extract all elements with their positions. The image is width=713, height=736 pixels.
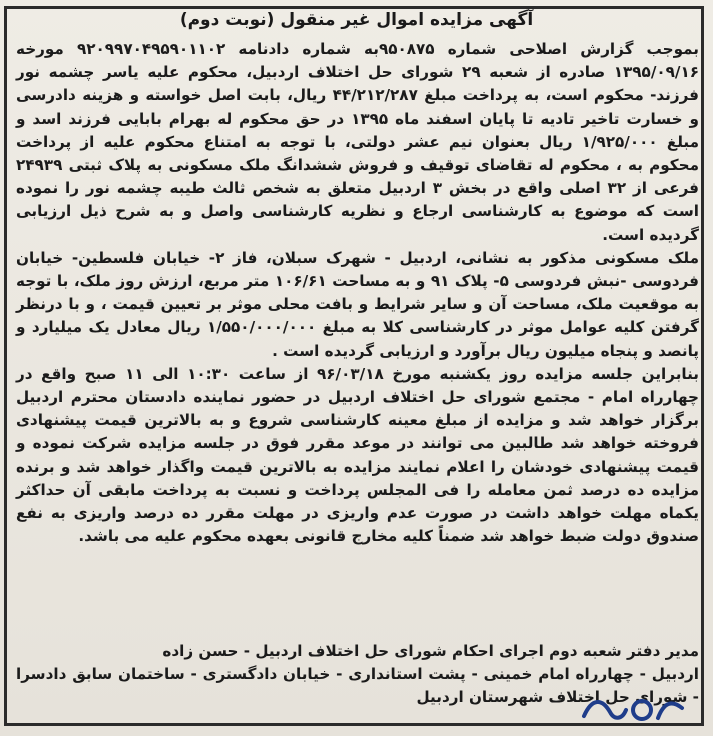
notice-body	[16, 38, 699, 548]
paragraph-3: بنابراین جلسه مزایده روز یکشنبه مورخ ۹۶/۰۳/۱۸ از ساعت ۱۰:۳۰ الی ۱۱ صبح واقع در چهارراه امام - مجتمع شورای حل اختلاف اردبیل در حضور نماینده دادستان محترم اردبیل برگزار خواهد شد و مزایده از مبلغ معینه کارشناسی شروع و به بالاترین قیمت پیشنهادی فروخته خواهد شد طالبین می توانند در موعد مقرر فوق در جلسه مزایده شرکت نموده و قیمت پیشنهادی خودشان را اعلام نمایند مزایده به بالاترین قیمت واگذار خواهد شد و برنده مزایده ده درصد ثمن معامله را فی المجلس پرداخت و نسبت به پرداخت مابقی آن حداکثر یکماه مهلت خواهد داشت در صورت عدم واریزی در مهلت مقرر ده درصد واریزی به نفع صندوق دولت ضبط خواهد شد ضمناً کلیه مخارج قانونی بعهده محکوم علیه می باشد.	[16, 364, 699, 546]
handwritten-stamp-mark	[574, 690, 694, 726]
paragraph-1: بموجب گزارش اصلاحی شماره ۹۵۰۸۷۵به شماره دادنامه ۹۲۰۹۹۷۰۴۹۵۹۰۱۱۰۲ مورخه ۱۳۹۵/۰۹/۱۶ صادره از شعبه ۲۹ شورای حل اختلاف اردبیل، محکوم علیه یاسر چشمه نور فرزند- محکوم است، به پرداخت مبلغ ۴۴/۲۱۲/۲۸۷ ریال، بابت اصل خواسته و هزینه دادرسی و خسارت تاخیر تادیه تا پایان اسفند ماه ۱۳۹۵ در حق محکوم له بهرام بابایی فرزند اسد و مبلغ ۱/۹۲۵/۰۰۰ ریال بعنوان نیم عشر دولتی، با توجه به امتناع محکوم علیه از پرداخت محکوم به ، محکوم له تقاضای توقیف و فروش ششدانگ ملک مسکونی به پلاک ثبتی ۲۴۹۳۹ فرعی از ۳۲ اصلی واقع در بخش ۳ اردبیل متعلق به شخص ثالث طیبه چشمه نور را نموده است که موضوع به کارشناسی ارجاع و نظریه کارشناسی واصل و به شرح ذیل ارزیابی گردیده است.	[16, 40, 699, 244]
paragraph-2: ملک مسکونی مذکور به نشانی، اردبیل - شهرک سبلان، فاز ۲- خیابان فلسطین- خیابان فردوسی -نبش فردوسی ۵- پلاک ۹۱ و به مساحت ۱۰۶/۶۱ متر مربع، ارزش روز ملک، با توجه به موقعیت ملک، مساحت آن و سایر شرایط و بافت محلی موثر بر تعیین قیمت ، و با درنظر گرفتن کلیه عوامل موثر در کارشناسی کلا به مبلغ ۱/۵۵۰/۰۰۰/۰۰۰ ریال معادل یک میلیارد و پانصد و پنجاه میلیون ریال برآورد و ارزیابی گردیده است .	[16, 248, 699, 360]
signatory-line: مدیر دفتر شعبه دوم اجرای احکام شورای حل اختلاف اردبیل - حسن زاده	[162, 642, 699, 660]
address-line: اردبیل - چهارراه امام خمینی - پشت استانداری - خیابان دادگستری - ساختمان سابق دادسرا - شورای حل اختلاف شهرستان اردبیل	[16, 665, 699, 707]
notice-title: آگهی مزایده اموال غیر منقول (نوبت دوم)	[179, 10, 534, 30]
